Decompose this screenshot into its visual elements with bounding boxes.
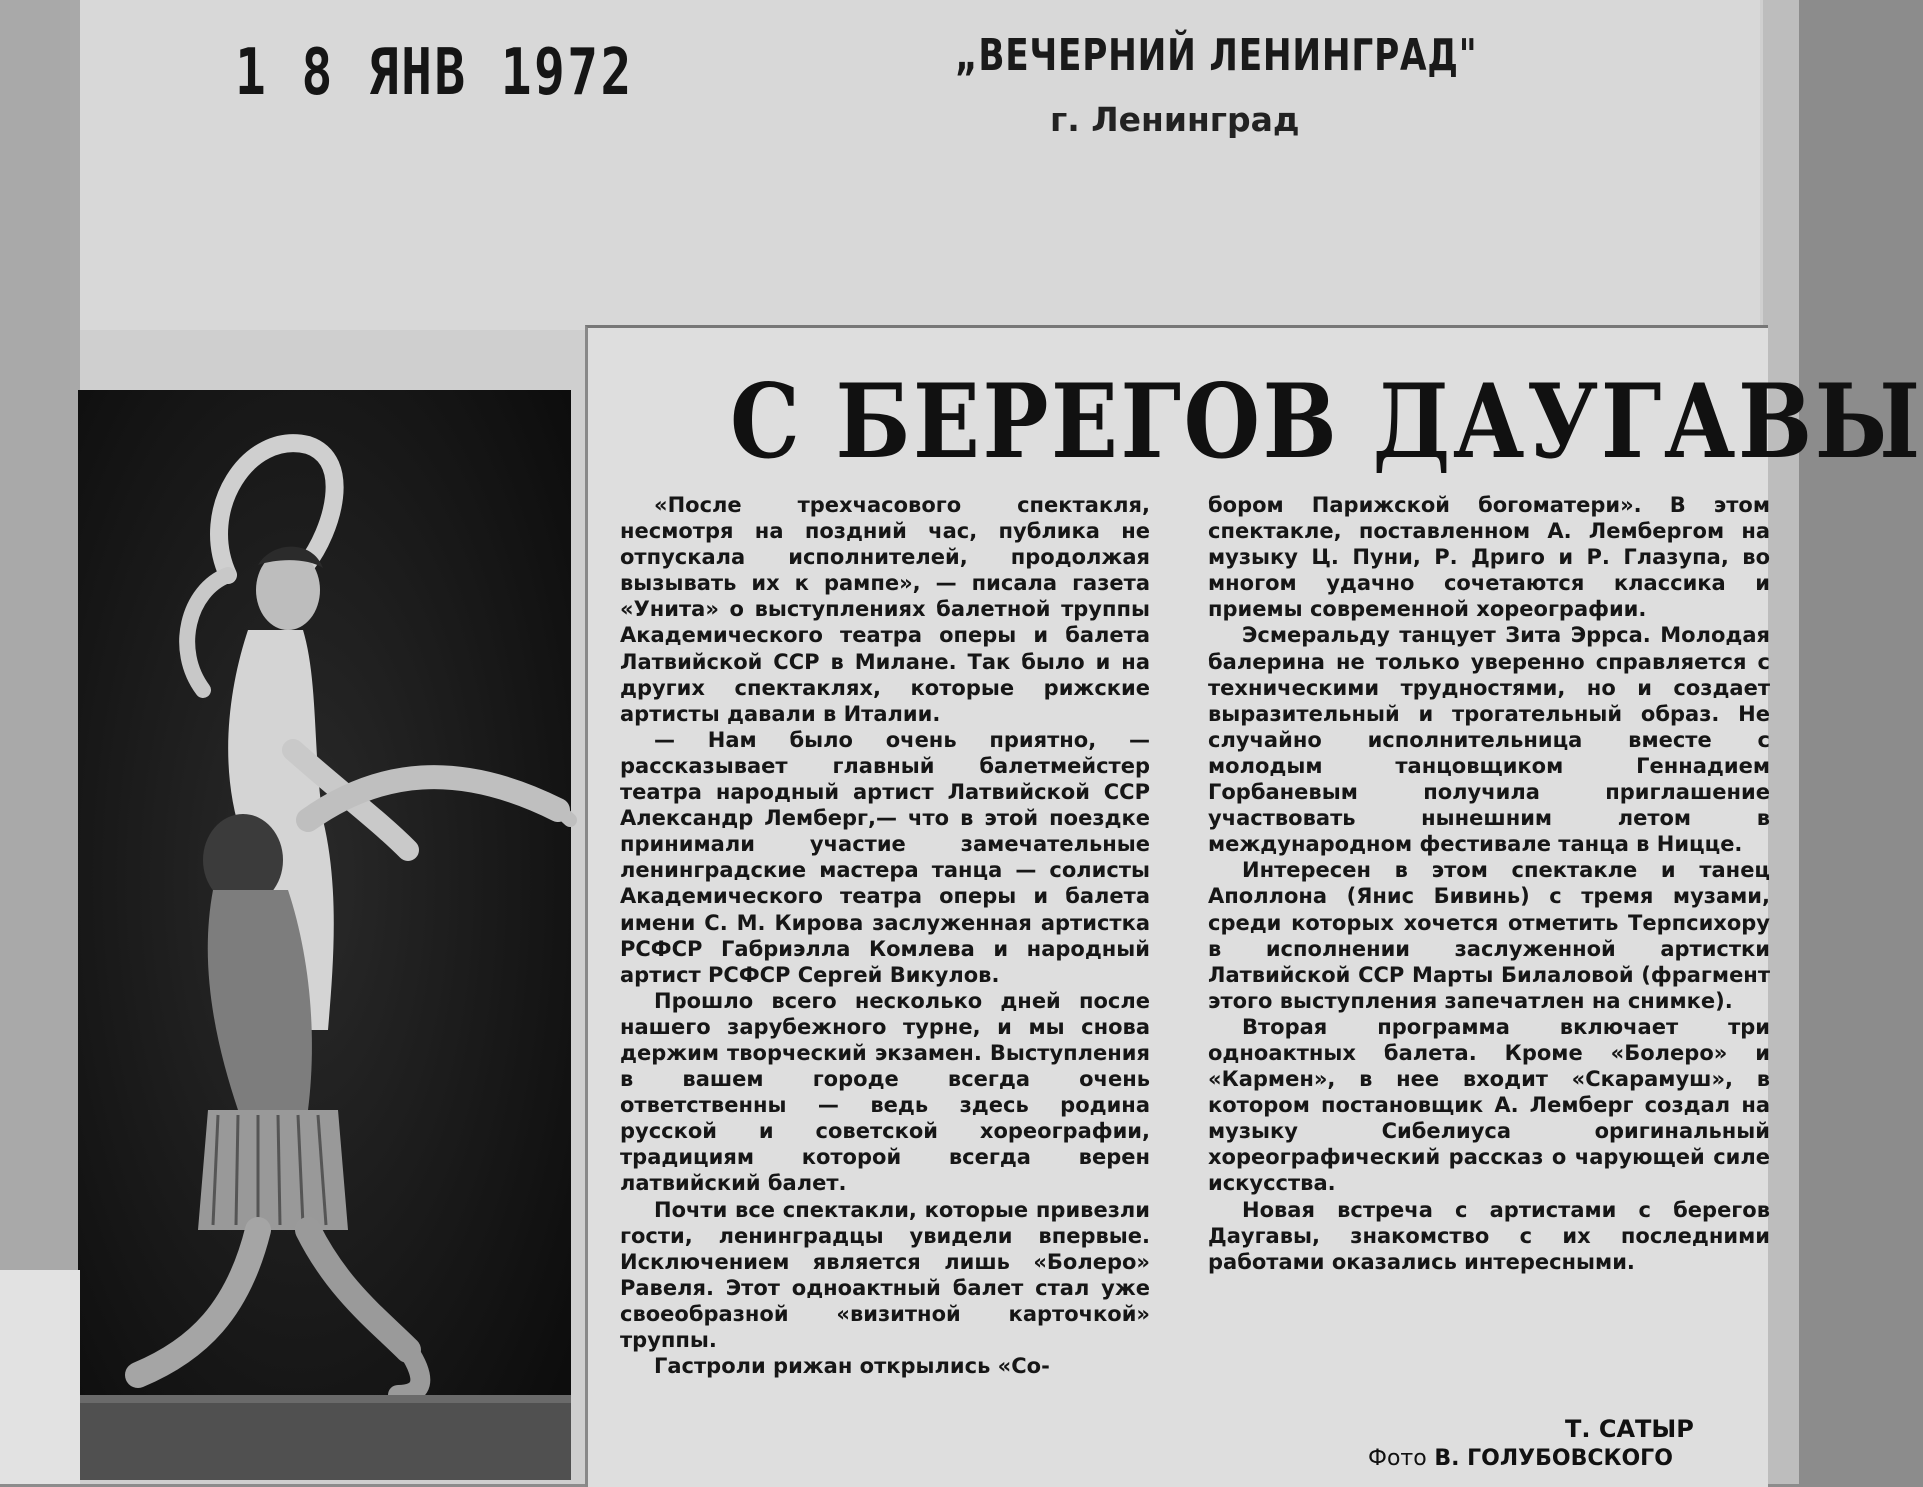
author-signature: Т. САТЫР <box>1565 1415 1694 1443</box>
article-headline: С БЕРЕГОВ ДАУГАВЫ <box>730 362 1923 482</box>
paragraph: Интересен в этом спектакле и танец Аполлона (Янис Бивинь) с тремя музами, среди которых хочется отметить Терпсихору в исполнении заслуженной артистки Латвийской ССР Марты Билаловой (фрагмент этого выступления запечатлен на снимке). <box>1208 858 1770 1013</box>
paragraph: «После трехчасового спектакля, несмотря на поздний час, публика не отпускала исполнителей, продолжая вызывать их к рампе», — писала газета «Унита» о выступлениях балетной труппы Академического театра оперы и балета Латвийской ССР в Милане. Так было и на других спектаклях, которые рижские артисты давали в Италии. <box>620 493 1150 726</box>
photo-credit <box>1368 1446 1673 1471</box>
paragraph: — Нам было очень приятно, — рассказывает главный балетмейстер театра народный артист Латвийской ССР Александр Лемберг,— что в этой поездке принимали участие замечательные ленинградские мастера танца — солисты Академического театра оперы и балета имени С. М. Кирова заслуженная артистка РСФСР Габриэлла Комлева и народный артист РСФСР Сергей Викулов. <box>620 727 1150 987</box>
paragraph: Новая встреча с артистами с берегов Даугавы, знакомство с их последними работами оказались интересными. <box>1208 1197 1770 1274</box>
photographer-name: В. ГОЛУБОВСКОГО <box>1434 1446 1673 1471</box>
paragraph: Вторая программа включает три одноактных балета. Кроме «Болеро» и «Кармен», в нее входит «Скарамуш», в котором постановщик А. Лемберг создал на музыку Сибелиуса оригинальный хореографический рассказ о чарующей силе искусства. <box>1208 1014 1770 1196</box>
article-column-1 <box>620 492 1150 1379</box>
paragraph: Гастроли рижан открылись «Со- <box>654 1354 1050 1379</box>
photo-credit-prefix: Фото <box>1368 1446 1427 1471</box>
paragraph: Почти все спектакли, которые привезли гости, ленинградцы увидели впервые. Исключением является лишь «Болеро» Равеля. Этот одноактный балет стал уже своеобразной «визитной карточкой» труппы. <box>620 1197 1150 1352</box>
newspaper-name-stamp: „ВЕЧЕРНИЙ ЛЕНИНГРАД" <box>955 30 1478 81</box>
paper-corner <box>0 1270 80 1484</box>
left-edge-strip <box>0 0 80 1270</box>
dancer-image <box>78 390 571 1480</box>
article-column-2 <box>1208 492 1770 1275</box>
paragraph: бором Парижской богоматери». В этом спектакле, поставленном А. Лембергом на музыку Ц. Пуни, Р. Дриго и Р. Глазупа, во многом удачно сочетаются классика и приемы современной хореографии. <box>1208 493 1770 622</box>
date-stamp: 1 8 ЯНВ 1972 <box>235 36 634 110</box>
city-stamp: г. Ленинград <box>1050 100 1300 139</box>
paragraph: Прошло всего несколько дней после нашего зарубежного турне, и мы снова держим творческий экзамен. Выступления в вашем городе всегда очень ответственны — ведь здесь родина русской и советской хореографии, традициям которой всегда верен латвийский балет. <box>620 988 1150 1196</box>
paragraph: Эсмеральду танцует Зита Эррса. Молодая балерина не только уверенно справляется с техническими трудностями, но и создает выразительный и трогательный образ. Не случайно исполнительница вместе с молодым танцовщиком Геннадием Горбаневым получила приглашение участвовать нынешним летом в международном фестивале танца в Ницце. <box>1208 623 1770 857</box>
ballet-photo <box>78 390 571 1480</box>
